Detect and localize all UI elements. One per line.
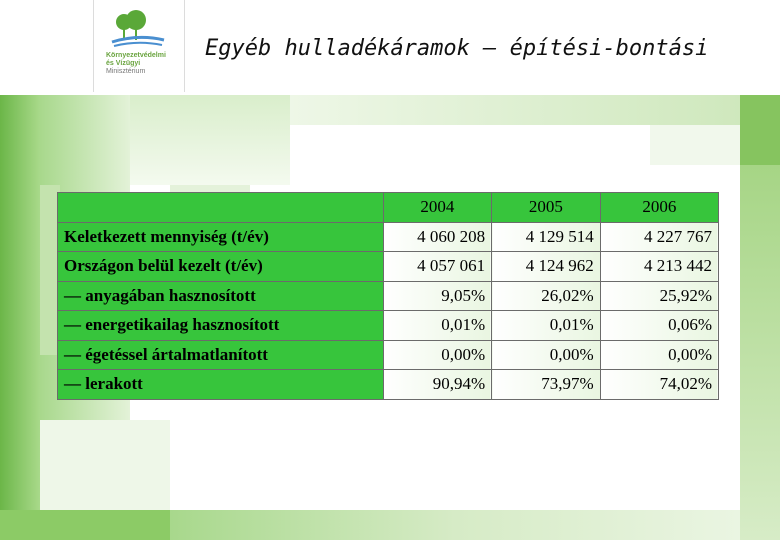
cell-value: 0,01% xyxy=(383,311,492,341)
bg-block xyxy=(740,95,780,165)
cell-value: 73,97% xyxy=(492,370,601,400)
cell-value: 0,06% xyxy=(600,311,718,341)
cell-value: 0,00% xyxy=(383,340,492,370)
cell-value: 4 129 514 xyxy=(492,222,601,252)
slide-title: Egyéb hulladékáramok – építési-bontási xyxy=(205,36,709,61)
table-header-2006: 2006 xyxy=(600,193,718,223)
bg-block xyxy=(0,510,170,540)
table-header-2004: 2004 xyxy=(383,193,492,223)
row-label: — anyagában hasznosított xyxy=(58,281,384,311)
cell-value: 4 057 061 xyxy=(383,252,492,282)
slide-header xyxy=(0,0,780,92)
bg-block xyxy=(740,165,780,540)
logo-line-1: Környezetvédelmi xyxy=(106,52,166,59)
table-row xyxy=(58,340,719,370)
cell-value: 4 213 442 xyxy=(600,252,718,282)
table-row xyxy=(58,370,719,400)
bg-block xyxy=(170,510,740,540)
cell-value: 90,94% xyxy=(383,370,492,400)
logo-line-2: és Vízügyi xyxy=(106,60,141,67)
table-row xyxy=(58,222,719,252)
bg-block xyxy=(40,420,170,510)
bg-block xyxy=(650,125,740,165)
table-row xyxy=(58,281,719,311)
cell-value: 9,05% xyxy=(383,281,492,311)
cell-value: 74,02% xyxy=(600,370,718,400)
row-label: — lerakott xyxy=(58,370,384,400)
cell-value: 0,00% xyxy=(600,340,718,370)
table-header-row xyxy=(58,193,719,223)
cell-value: 0,00% xyxy=(492,340,601,370)
cell-value: 4 227 767 xyxy=(600,222,718,252)
bg-block xyxy=(0,95,40,540)
table-header-blank xyxy=(58,193,384,223)
row-label: — égetéssel ártalmatlanított xyxy=(58,340,384,370)
cell-value: 25,92% xyxy=(600,281,718,311)
row-label: Országon belül kezelt (t/év) xyxy=(58,252,384,282)
logo-text xyxy=(106,52,182,76)
cell-value: 0,01% xyxy=(492,311,601,341)
table-header-2005: 2005 xyxy=(492,193,601,223)
table-row xyxy=(58,311,719,341)
waste-data-table xyxy=(57,192,719,400)
row-label: — energetikailag hasznosított xyxy=(58,311,384,341)
cell-value: 26,02% xyxy=(492,281,601,311)
bg-block xyxy=(290,95,740,125)
bg-block xyxy=(130,95,290,185)
cell-value: 4 124 962 xyxy=(492,252,601,282)
cell-value: 4 060 208 xyxy=(383,222,492,252)
table-row xyxy=(58,252,719,282)
tree-logo-icon xyxy=(102,8,174,52)
row-label: Keletkezett mennyiség (t/év) xyxy=(58,222,384,252)
logo-line-3: Minisztérium xyxy=(106,68,146,75)
ministry-logo xyxy=(93,0,185,92)
